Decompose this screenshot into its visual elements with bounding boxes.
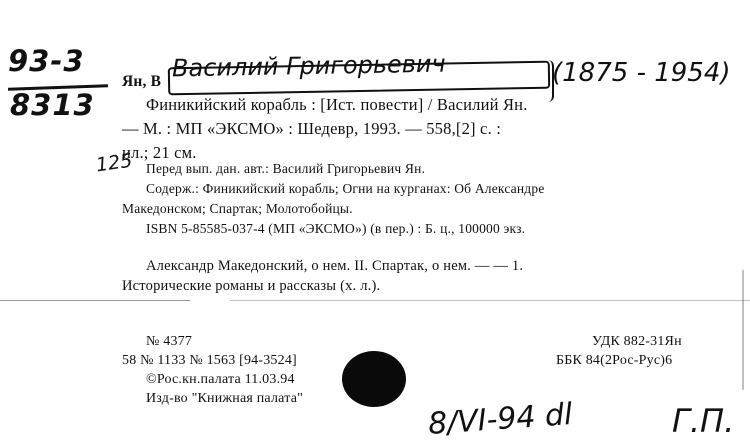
handwritten-initials: Г.П. xyxy=(672,402,735,440)
scan-noise-edge xyxy=(742,270,744,390)
contents-line-1: Содерж.: Финикийский корабль; Огни на курганах: Об Александре xyxy=(146,181,545,196)
book-chamber-line: ©Рос.кн.палата 11.03.94 xyxy=(146,372,295,387)
title-line: Финикийский корабль : [Ист. повести] / Василий Ян. xyxy=(146,95,528,114)
imprint-line: — М. : МП «ЭКСМО» : Шедевр, 1993. — 558,[2] с. : xyxy=(122,119,502,138)
scan-noise-line xyxy=(0,300,190,301)
physical-line: ил.; 21 см. xyxy=(122,143,197,162)
subjects-line-2: Исторические романы и рассказы (х. л.). xyxy=(122,278,381,294)
bbk-code: ББК 84(2Рос-Рус)6 xyxy=(556,353,673,368)
subjects-line-1: Александр Македонский, о нем. II. Спартак, о нем. — — 1. xyxy=(146,258,524,274)
ink-blot xyxy=(342,351,406,407)
isbn-line: ISBN 5-85585-037-4 (МП «ЭКСМО») (в пер.) : Б. ц., 100000 экз. xyxy=(146,221,526,236)
handwritten-date: 8/VI-94 dl xyxy=(426,397,574,442)
handwritten-author-name: Василий Григорьевич xyxy=(171,49,446,83)
scan-noise-line xyxy=(230,300,750,301)
author-heading: Ян, В xyxy=(122,73,162,90)
handwritten-years: (1875 - 1954) xyxy=(552,58,731,88)
publisher-line: Изд-во "Книжная палата" xyxy=(146,391,304,406)
registration-line: 58 № 1133 № 1563 [94-3524] xyxy=(122,353,297,368)
handwritten-side-number: 125 xyxy=(94,149,134,177)
note-line: Перед вып. дан. авт.: Василий Григорьевич Ян. xyxy=(146,161,426,176)
udk-code: УДК 882-31Ян xyxy=(592,334,682,349)
catalog-number: № 4377 xyxy=(146,334,193,349)
contents-line-2: Македонском; Спартак; Молотобойцы. xyxy=(122,201,353,216)
call-number-bottom: 8313 xyxy=(10,88,95,122)
call-number-top: 93-3 xyxy=(8,44,85,78)
